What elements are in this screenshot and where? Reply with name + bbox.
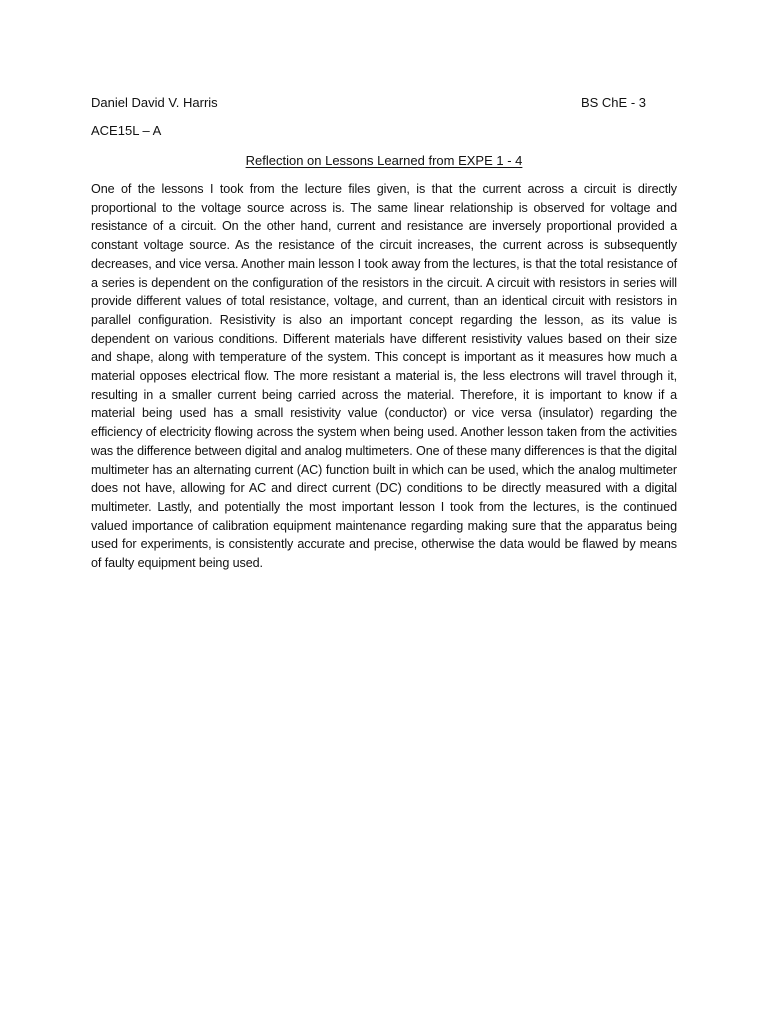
header-row [91,94,661,112]
course-code: ACE15L – A [91,123,162,138]
author-name: Daniel David V. Harris [91,95,218,110]
document-title: Reflection on Lessons Learned from EXPE 1 - 4 [245,153,523,168]
program-label: BS ChE - 3 [580,95,646,110]
body-paragraph: One of the lessons I took from the lecture files given, is that the current across a circuit is directly proportional to the voltage source across is. The same linear relationship is observed for voltage and resistance of a circuit. On the other hand, current and resistance are inversely proportional provided a constant voltage source. As the resistance of the circuit increases, the current across is subsequently decreases, and vice versa. Another main lesson I took away from the lectures, is that the total resistance of a series is dependent on the configuration of the resistors in the circuit. A circuit with resistors in series will provide different values of total resistance, voltage, and current, than an identical circuit with resistors in parallel configuration. Resistivity is also an important concept regarding the lesson, as its value is dependent on various conditions. Different materials have different resistivity values based on their size and shape, along with temperature of the system. This concept is important as it measures how much a material opposes electrical flow. The more resistant a material is, the less electrons will travel through it, resulting in a smaller current being carried across the material. Therefore, it is important to know if a material being used has a small resistivity value (conductor) or vice versa (insulator) regarding the efficiency of electricity flowing across the system when being used. Another lesson taken from the activities was the difference between digital and analog multimeters. One of these many differences is that the digital multimeter has an alternating current (AC) function built in which can be used, which the analog multimeter does not have, allowing for AC and direct current (DC) conditions to be directly measured with a digital multimeter. Lastly, and potentially the most important lesson I took from the lectures, is the continued valued importance of calibration equipment maintenance regarding making sure that the apparatus being used for experiments, is consistently accurate and precise, otherwise the data would be flawed by means of faulty equipment being used. [91,182,677,571]
